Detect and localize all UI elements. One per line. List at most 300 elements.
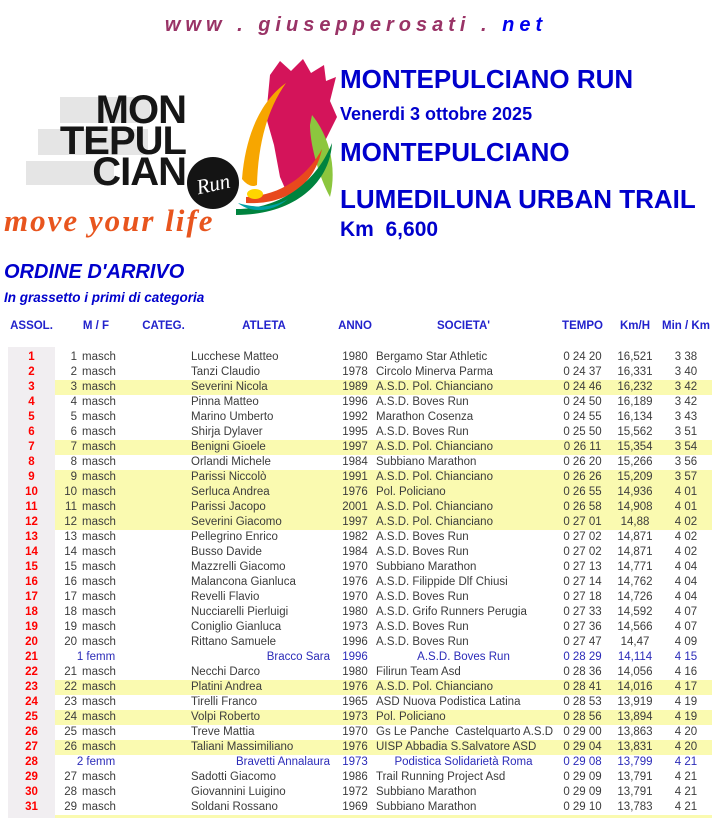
cell-pace: 4 16: [674, 666, 698, 678]
cell-time: 0 28 36: [563, 666, 602, 678]
cell-gender-rank: 24 masch: [55, 710, 137, 725]
table-row: [8, 365, 712, 380]
cell-gender-rank: 16 masch: [64, 576, 116, 588]
cell-overall-rank: 30: [25, 786, 38, 798]
cell-athlete: Mazzrelli Giacomo: [191, 561, 286, 573]
cell-speed: 13,894: [610, 710, 660, 725]
table-row: [8, 725, 712, 740]
cell-pace: 4 04: [674, 576, 698, 588]
cell-category: [137, 575, 190, 590]
cell-speed: 14,88: [610, 515, 660, 530]
cell-pace: 3 43: [674, 411, 698, 423]
cell-gender-rank: 22 masch: [55, 680, 137, 695]
cell-speed: 16,331: [617, 366, 653, 378]
table-row: [8, 785, 712, 800]
cell-gender-rank: 18 masch: [64, 606, 116, 618]
cell-gender-rank: 17 masch: [64, 591, 116, 603]
cell-year: 1991: [338, 470, 372, 485]
cell-pace: 4 01: [660, 485, 712, 500]
cell-club: A.S.D. Pol. Chianciano: [372, 470, 555, 485]
cell-time: 0 26 55: [555, 485, 610, 500]
cell-overall-rank: 18: [25, 606, 38, 618]
cell-speed: 13,919: [617, 696, 653, 708]
cell-year: 1976: [338, 485, 372, 500]
cell-overall-rank: 11: [25, 501, 38, 513]
site-banner-link[interactable]: [0, 14, 712, 37]
cell-athlete: Parissi Niccolò: [190, 470, 338, 485]
cell-year: 1986: [342, 771, 368, 783]
cell-overall-rank: 5: [28, 411, 35, 423]
cell-speed: 13,791: [617, 786, 653, 798]
cell-gender-rank: 28 masch: [64, 786, 116, 798]
table-row: [8, 485, 712, 500]
cell-time: 0 27 33: [563, 606, 602, 618]
cell-gender-rank: 14 masch: [64, 546, 116, 558]
cell-gender-rank: 7 masch: [55, 440, 137, 455]
header-tempo: TEMPO: [562, 320, 603, 332]
cell-pace: 3 54: [660, 440, 712, 455]
cell-club: Subbiano Marathon: [376, 786, 477, 798]
cell-year: 1972: [342, 786, 368, 798]
cell-overall-rank: 17: [25, 591, 38, 603]
cell-club: Subbiano Marathon: [376, 801, 477, 813]
cell-athlete: Shirja Dylaver: [191, 426, 263, 438]
cell-gender-rank: 27 masch: [64, 771, 116, 783]
cell-speed: 13,791: [617, 771, 653, 783]
cell-club: A.S.D. Pol. Chianciano: [372, 515, 555, 530]
cell-category: [137, 395, 190, 410]
cell-year: 1978: [342, 366, 368, 378]
cell-category: [137, 560, 190, 575]
cell-club: A.S.D. Boves Run: [376, 546, 469, 558]
cell-overall-rank: 27: [25, 741, 38, 753]
table-row: [8, 680, 712, 695]
table-row: [8, 575, 712, 590]
header-anno: ANNO: [338, 320, 372, 332]
table-row: [8, 695, 712, 710]
cell-year: 1969: [342, 801, 368, 813]
logo-text-mon: MON: [95, 88, 186, 132]
cell-overall-rank: 15: [25, 561, 38, 573]
logo-tagline: move your life: [4, 203, 215, 238]
table-row: [8, 800, 712, 815]
cell-club: Subbiano Marathon: [376, 561, 477, 573]
cell-club: A.S.D. Pol. Chianciano: [372, 380, 555, 395]
cell-gender-rank: 23 masch: [64, 696, 116, 708]
event-date: Venerdi 3 ottobre 2025: [340, 104, 533, 124]
cell-overall-rank: 26: [25, 726, 38, 738]
cell-athlete: Volpi Roberto: [190, 710, 338, 725]
cell-time: 0 29 00: [563, 726, 602, 738]
cell-pace: 4 07: [674, 606, 698, 618]
cell-club: Pol. Policiano: [372, 710, 555, 725]
cell-overall-rank: 31: [25, 801, 38, 813]
cell-time: 0 27 13: [563, 561, 602, 573]
cell-category: [137, 515, 190, 530]
table-row: [8, 740, 712, 755]
cell-category: [137, 785, 190, 800]
cell-category: [137, 545, 190, 560]
cell-time: 0 26 58: [555, 500, 610, 515]
table-row: [8, 710, 712, 725]
cell-overall-rank: 19: [25, 621, 38, 633]
header-categ: CATEG.: [142, 320, 185, 332]
cell-year: 1970: [342, 561, 368, 573]
cell-category: [137, 365, 190, 380]
cell-club: A.S.D. Filippide Dlf Chiusi: [376, 576, 508, 588]
cell-pace: 4 21: [674, 771, 698, 783]
event-distance: Km 6,600: [340, 218, 439, 241]
cell-year: 1973: [342, 756, 368, 768]
cell-year: 1970: [342, 591, 368, 603]
header-assol: ASSOL.: [10, 320, 53, 332]
cell-athlete: Malancona Gianluca: [191, 576, 296, 588]
cell-year: 1996: [342, 651, 368, 663]
cell-speed: 14,936: [610, 485, 660, 500]
cell-speed: 14,47: [620, 636, 650, 648]
cell-speed: 13,863: [617, 726, 653, 738]
cell-athlete: Orlandi Michele: [191, 456, 271, 468]
cell-pace: 3 42: [674, 396, 698, 408]
cell-athlete: Severini Giacomo: [190, 515, 338, 530]
table-row: [8, 470, 712, 485]
cell-club: UISP Abbadia S.Salvatore ASD: [372, 740, 555, 755]
cell-speed: 16,521: [617, 351, 653, 363]
cell-year: 1976: [338, 680, 372, 695]
cell-overall-rank: 8: [28, 456, 35, 468]
cell-year: 1976: [338, 740, 372, 755]
cell-pace: 4 19: [674, 696, 698, 708]
table-row: [8, 755, 712, 770]
cell-time: 0 29 09: [563, 771, 602, 783]
cell-category: [137, 665, 190, 680]
cell-pace: 4 21: [674, 801, 698, 813]
cell-athlete: Pinna Matteo: [191, 396, 259, 408]
cell-category: [137, 740, 190, 755]
cell-athlete: Lucchese Matteo: [191, 351, 279, 363]
cell-athlete: Busso Davide: [191, 546, 262, 558]
table-row: [8, 635, 712, 650]
cell-time: 0 27 01: [555, 515, 610, 530]
header-mf: M / F: [82, 320, 110, 332]
cell-year: 1996: [342, 396, 368, 408]
cell-category: [137, 770, 190, 785]
event-race: LUMEDILUNA URBAN TRAIL: [340, 184, 696, 214]
cell-year: 1970: [342, 726, 368, 738]
cell-pace: 4 01: [660, 500, 712, 515]
cell-year: 1996: [342, 636, 368, 648]
cell-overall-rank: 24: [25, 696, 38, 708]
cell-time: 0 24 46: [555, 380, 610, 395]
cell-athlete: Parissi Jacopo: [190, 500, 338, 515]
cell-category: [137, 455, 190, 470]
cell-gender-rank: 2 femm: [76, 756, 116, 768]
cell-speed: 13,831: [610, 740, 660, 755]
cell-athlete: Rittano Samuele: [191, 636, 277, 648]
header-atleta: ATLETA: [242, 320, 286, 332]
cell-gender-rank: 4 masch: [70, 396, 116, 408]
cell-athlete: Coniglio Gianluca: [191, 621, 282, 633]
cell-year: 1992: [342, 411, 368, 423]
cell-speed: 13,799: [617, 756, 653, 768]
cell-time: 0 27 47: [563, 636, 602, 648]
cell-speed: 14,056: [617, 666, 653, 678]
cell-club: Gs Le Panche Castelquarto A.S.D: [376, 726, 554, 738]
cell-speed: 15,562: [617, 426, 653, 438]
cell-athlete: Bracco Sara: [266, 651, 330, 663]
cell-year: 1980: [342, 351, 368, 363]
cell-athlete: Necchi Darco: [191, 666, 261, 678]
cell-speed: 14,726: [617, 591, 653, 603]
cell-time: 0 27 36: [563, 621, 602, 633]
cell-athlete: Severini Nicola: [190, 380, 338, 395]
cell-speed: 15,354: [610, 440, 660, 455]
cell-year: 1982: [342, 531, 368, 543]
cell-pace: 4 02: [674, 546, 698, 558]
cell-athlete: Treve Mattia: [191, 726, 255, 738]
cell-time: 0 29 09: [563, 786, 602, 798]
cell-time: 0 25 50: [563, 426, 602, 438]
cell-speed: 14,566: [617, 621, 653, 633]
cell-category: [137, 635, 190, 650]
cell-pace: 3 51: [674, 426, 698, 438]
cell-club: Trail Running Project Asd: [376, 771, 506, 783]
cell-category: [137, 500, 190, 515]
cell-year: 1984: [342, 546, 368, 558]
cell-time: 0 24 55: [563, 411, 602, 423]
cell-gender-rank: 19 masch: [64, 621, 116, 633]
cell-speed: 16,134: [617, 411, 653, 423]
cell-pace: 4 04: [674, 561, 698, 573]
cell-gender-rank: 13 masch: [64, 531, 116, 543]
cell-overall-rank: 28: [25, 756, 38, 768]
cell-athlete: Platini Andrea: [190, 680, 338, 695]
cell-gender-rank: 21 masch: [64, 666, 116, 678]
cell-category: [137, 440, 190, 455]
cell-time: 0 27 14: [563, 576, 602, 588]
section-subtitle: In grassetto i primi di categoria: [4, 290, 205, 305]
cell-athlete: Nucciarelli Pierluigi: [191, 606, 289, 618]
cell-time: 0 24 37: [563, 366, 602, 378]
cell-club: A.S.D. Boves Run: [376, 531, 469, 543]
cell-club: Marathon Cosenza: [376, 411, 474, 423]
cell-gender-rank: 8 masch: [70, 456, 116, 468]
cell-time: 0 24 50: [563, 396, 602, 408]
cell-overall-rank: 25: [25, 711, 38, 723]
cell-overall-rank: 12: [25, 516, 38, 528]
cell-year: 1980: [342, 666, 368, 678]
cell-overall-rank: 10: [25, 486, 38, 498]
cell-club: A.S.D. Pol. Chianciano: [372, 440, 555, 455]
cell-speed: 14,016: [610, 680, 660, 695]
cell-speed: 15,209: [610, 470, 660, 485]
cell-pace: 4 21: [674, 756, 698, 768]
cell-gender-rank: 12 masch: [55, 515, 137, 530]
cell-category: [137, 380, 190, 395]
table-header-row: [8, 319, 712, 335]
cell-pace: 4 09: [674, 636, 698, 648]
cell-pace: 4 07: [674, 621, 698, 633]
cell-overall-rank: 6: [28, 426, 35, 438]
cell-category: [137, 680, 190, 695]
cell-overall-rank: 7: [28, 441, 35, 453]
cell-year: 1973: [342, 621, 368, 633]
cell-category: [137, 410, 190, 425]
cell-overall-rank: 2: [28, 366, 35, 378]
cell-pace: 4 17: [660, 680, 712, 695]
table-row: [8, 380, 712, 395]
cell-gender-rank: 3 masch: [55, 380, 137, 395]
cell-time: 0 26 26: [555, 470, 610, 485]
cell-overall-rank: 3: [28, 381, 35, 393]
table-row: [8, 350, 712, 365]
cell-speed: 14,114: [617, 651, 653, 663]
cell-athlete: Serluca Andrea: [190, 485, 338, 500]
cell-athlete: Giovannini Luigino: [191, 786, 286, 798]
header-minkm: Min / Km: [662, 320, 710, 332]
cell-club: ASD Nuova Podistica Latina: [376, 696, 521, 708]
cell-speed: 14,871: [617, 546, 653, 558]
cell-gender-rank: 26 masch: [55, 740, 137, 755]
cell-category: [137, 350, 190, 365]
cell-category: [137, 755, 190, 770]
cell-time: 0 26 11: [555, 440, 610, 455]
cell-category: [137, 695, 190, 710]
cell-overall-rank: 22: [25, 666, 38, 678]
site-banner-tld: net: [502, 14, 548, 36]
table-row: [8, 590, 712, 605]
cell-club: Pol. Policiano: [372, 485, 555, 500]
cell-pace: 4 20: [660, 740, 712, 755]
cell-overall-rank: 13: [25, 531, 38, 543]
cell-category: [137, 530, 190, 545]
event-title: MONTEPULCIANO RUN: [340, 64, 634, 94]
cell-gender-rank: 6 masch: [70, 426, 116, 438]
cell-time: 0 27 02: [563, 531, 602, 543]
cell-time: 0 28 53: [563, 696, 602, 708]
cell-club: A.S.D. Boves Run: [376, 636, 469, 648]
cell-year: 1997: [338, 515, 372, 530]
table-row: [8, 530, 712, 545]
cell-gender-rank: 11 masch: [55, 500, 137, 515]
cell-pace: 3 56: [674, 456, 698, 468]
cell-speed: 16,189: [617, 396, 653, 408]
cell-club: A.S.D. Boves Run: [376, 591, 469, 603]
cell-category: [137, 725, 190, 740]
cell-category: [137, 800, 190, 815]
cell-category: [137, 485, 190, 500]
cell-pace: 4 02: [674, 531, 698, 543]
table-row: [8, 455, 712, 470]
table-row: [8, 650, 712, 665]
cell-year: 1995: [342, 426, 368, 438]
cell-time: 0 28 41: [555, 680, 610, 695]
cell-pace: 4 20: [674, 726, 698, 738]
cell-speed: 14,771: [617, 561, 653, 573]
cell-overall-rank: 29: [25, 771, 38, 783]
table-row: [8, 515, 712, 530]
cell-athlete: Pellegrino Enrico: [191, 531, 278, 543]
cell-year: 1980: [342, 606, 368, 618]
cell-gender-rank: 10 masch: [55, 485, 137, 500]
header-kmh: Km/H: [619, 320, 651, 332]
cell-pace: 3 42: [660, 380, 712, 395]
cell-athlete: Benigni Gioele: [190, 440, 338, 455]
cell-club: A.S.D. Pol. Chianciano: [372, 680, 555, 695]
cell-time: 0 24 20: [563, 351, 602, 363]
cell-year: 1989: [338, 380, 372, 395]
cell-time: 0 26 20: [563, 456, 602, 468]
cell-category: [137, 470, 190, 485]
table-row: [8, 665, 712, 680]
cell-athlete: Tirelli Franco: [191, 696, 258, 708]
cell-athlete: Taliani Massimiliano: [190, 740, 338, 755]
cell-speed: 13,783: [617, 801, 653, 813]
cell-speed: 14,908: [610, 500, 660, 515]
table-row: [8, 620, 712, 635]
cell-club: A.S.D. Pol. Chianciano: [372, 500, 555, 515]
cell-gender-rank: 5 masch: [70, 411, 116, 423]
table-row: [8, 560, 712, 575]
cell-pace: 4 19: [660, 710, 712, 725]
cell-gender-rank: 1 masch: [70, 351, 116, 363]
table-row: [8, 425, 712, 440]
cell-club: Podistica Solidarietà Roma: [394, 756, 533, 768]
table-row: [8, 410, 712, 425]
cell-overall-rank: 9: [28, 471, 35, 483]
cell-time: 0 29 08: [563, 756, 602, 768]
cell-time: 0 29 04: [555, 740, 610, 755]
cell-pace: 3 57: [660, 470, 712, 485]
cell-club: A.S.D. Boves Run: [376, 621, 469, 633]
cell-gender-rank: 29 masch: [64, 801, 116, 813]
cell-club: Circolo Minerva Parma: [376, 366, 493, 378]
header-societa: SOCIETA': [437, 320, 490, 332]
cell-overall-rank: 14: [25, 546, 38, 558]
cell-year: 1976: [342, 576, 368, 588]
cell-pace: 3 40: [674, 366, 698, 378]
cell-gender-rank: 20 masch: [64, 636, 116, 648]
cell-club: Subbiano Marathon: [376, 456, 477, 468]
cell-category: [137, 590, 190, 605]
cell-club: Filirun Team Asd: [376, 666, 461, 678]
cell-year: 1973: [338, 710, 372, 725]
cell-gender-rank: 25 masch: [64, 726, 116, 738]
cell-athlete: Revelli Flavio: [191, 591, 260, 603]
cell-athlete: Tanzi Claudio: [191, 366, 261, 378]
cell-time: 0 27 18: [563, 591, 602, 603]
cell-category: [137, 425, 190, 440]
cell-gender-rank: 15 masch: [64, 561, 116, 573]
cell-category: [137, 650, 190, 665]
cell-speed: 15,266: [617, 456, 653, 468]
cell-overall-rank: 21: [25, 651, 38, 663]
cell-pace: 3 38: [674, 351, 698, 363]
cell-speed: 14,592: [617, 606, 653, 618]
cell-gender-rank: 1 femm: [76, 651, 116, 663]
cell-time: 0 27 02: [563, 546, 602, 558]
table-row: [8, 770, 712, 785]
table-row: [8, 440, 712, 455]
cell-time: 0 28 56: [555, 710, 610, 725]
cell-speed: 14,762: [617, 576, 653, 588]
cell-category: [137, 710, 190, 725]
cell-athlete: Sadotti Giacomo: [191, 771, 277, 783]
cell-time: 0 28 29: [563, 651, 602, 663]
cell-speed: 14,871: [617, 531, 653, 543]
table-row: [8, 395, 712, 410]
cell-club: Bergamo Star Athletic: [376, 351, 488, 363]
